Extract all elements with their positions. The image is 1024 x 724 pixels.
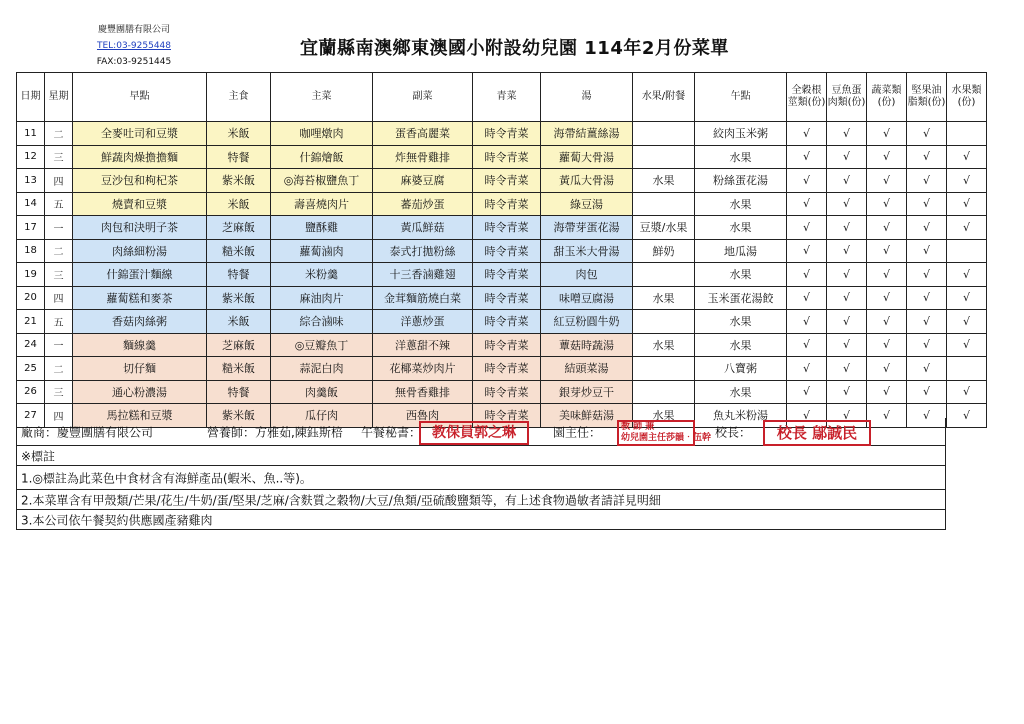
cell-snack: 八寶粥 — [695, 357, 787, 381]
cell-main: 肉羹飯 — [271, 380, 373, 404]
cell-side: 蕃茄炒蛋 — [373, 192, 473, 216]
cell-staple: 特餐 — [207, 263, 271, 287]
cell-veg: 時令青菜 — [473, 145, 541, 169]
col-side-header: 副菜 — [373, 73, 473, 122]
cell-staple: 米飯 — [207, 192, 271, 216]
cell-date: 13 — [17, 169, 45, 193]
cell-f: √ — [947, 380, 987, 404]
principal-stamp-text: 校長 鄔誠民 — [776, 424, 858, 442]
cell-v: √ — [867, 380, 907, 404]
cell-day: 一 — [45, 333, 73, 357]
cell-veg: 時令青菜 — [473, 263, 541, 287]
cell-veg: 時令青菜 — [473, 239, 541, 263]
cell-f: √ — [947, 263, 987, 287]
cell-staple: 芝麻飯 — [207, 216, 271, 240]
secretary-stamp-text: 教保員郭之琳 — [432, 425, 516, 441]
cell-g: √ — [787, 145, 827, 169]
company-tel[interactable]: TEL:03-9255448 — [96, 41, 171, 51]
cell-side: 炸無骨雞排 — [373, 145, 473, 169]
cell-n: √ — [907, 145, 947, 169]
cell-side: 金茸麵筋燒白菜 — [373, 286, 473, 310]
cell-v: √ — [867, 122, 907, 146]
cell-breakfast: 通心粉濃湯 — [73, 380, 207, 404]
company-name: 慶豐團膳有限公司 — [97, 25, 170, 35]
cell-main: 蘿蔔滷肉 — [271, 239, 373, 263]
cell-day: 二 — [45, 239, 73, 263]
table-row — [17, 239, 987, 263]
cell-staple: 紫米飯 — [207, 404, 271, 428]
secretary-label: 午餐秘書： — [361, 425, 422, 439]
cell-side: 無骨香雞排 — [373, 380, 473, 404]
cell-p: √ — [827, 310, 867, 334]
cell-veg: 時令青菜 — [473, 380, 541, 404]
company-fax: FAX:03-9251445 — [96, 57, 172, 67]
cell-v: √ — [867, 286, 907, 310]
cell-date: 21 — [17, 310, 45, 334]
cell-snack: 絞肉玉米粥 — [695, 122, 787, 146]
director-stamp-line1: 教 師 兼 — [621, 422, 655, 432]
cell-p: √ — [827, 286, 867, 310]
cell-side: 十三香滷雞翅 — [373, 263, 473, 287]
cell-breakfast: 鮮蔬肉燥擔擔麵 — [73, 145, 207, 169]
col-protein-header: 豆魚蛋肉類(份) — [827, 73, 867, 122]
note-title-row — [16, 446, 946, 466]
cell-breakfast: 馬拉糕和豆漿 — [73, 404, 207, 428]
cell-soup: 蘿蔔大骨湯 — [541, 145, 633, 169]
note-row-2 — [16, 490, 946, 510]
cell-v: √ — [867, 216, 907, 240]
cell-main: 瓜仔肉 — [271, 404, 373, 428]
cell-n: √ — [907, 263, 947, 287]
cell-main: 鹽酥雞 — [271, 216, 373, 240]
cell-staple: 芝麻飯 — [207, 333, 271, 357]
cell-fruit — [633, 380, 695, 404]
cell-day: 四 — [45, 286, 73, 310]
cell-snack: 水果 — [695, 263, 787, 287]
cell-day: 三 — [45, 145, 73, 169]
cell-soup: 甜玉米大骨湯 — [541, 239, 633, 263]
cell-day: 四 — [45, 169, 73, 193]
cell-day: 三 — [45, 380, 73, 404]
cell-main: 米粉羹 — [271, 263, 373, 287]
cell-day: 一 — [45, 216, 73, 240]
page-title: 宜蘭縣南澳鄉東澳國小附設幼兒園 114年2月份菜單 — [300, 38, 729, 59]
cell-v: √ — [867, 239, 907, 263]
cell-breakfast: 肉包和決明子茶 — [73, 216, 207, 240]
cell-p: √ — [827, 333, 867, 357]
table-header-row — [17, 73, 987, 122]
cell-day: 五 — [45, 310, 73, 334]
cell-snack: 水果 — [695, 145, 787, 169]
col-veg-portion-header: 蔬菜類(份) — [867, 73, 907, 122]
cell-soup: 綠豆湯 — [541, 192, 633, 216]
cell-p: √ — [827, 380, 867, 404]
cell-fruit — [633, 122, 695, 146]
cell-g: √ — [787, 380, 827, 404]
cell-v: √ — [867, 310, 907, 334]
cell-date: 19 — [17, 263, 45, 287]
cell-g: √ — [787, 404, 827, 428]
cell-breakfast: 肉絲細粉湯 — [73, 239, 207, 263]
cell-side: 洋蔥炒蛋 — [373, 310, 473, 334]
cell-v: √ — [867, 169, 907, 193]
cell-fruit — [633, 145, 695, 169]
cell-f — [947, 239, 987, 263]
cell-g: √ — [787, 263, 827, 287]
cell-main: 咖哩燉肉 — [271, 122, 373, 146]
cell-fruit: 水果 — [633, 333, 695, 357]
signature-row — [16, 418, 946, 446]
cell-f: √ — [947, 310, 987, 334]
note-row-3 — [16, 510, 946, 530]
cell-soup: 紅豆粉圓牛奶 — [541, 310, 633, 334]
cell-f: √ — [947, 169, 987, 193]
cell-breakfast: 蘿蔔糕和麥茶 — [73, 286, 207, 310]
cell-staple: 糙米飯 — [207, 357, 271, 381]
cell-date: 20 — [17, 286, 45, 310]
cell-soup: 美味鮮菇湯 — [541, 404, 633, 428]
cell-side: 蛋香高麗菜 — [373, 122, 473, 146]
cell-v: √ — [867, 357, 907, 381]
cell-g: √ — [787, 122, 827, 146]
menu-table — [16, 72, 987, 428]
cell-fruit: 水果 — [633, 404, 695, 428]
cell-veg: 時令青菜 — [473, 357, 541, 381]
company-info — [86, 22, 182, 70]
table-row — [17, 122, 987, 146]
cell-v: √ — [867, 192, 907, 216]
cell-side: 花椰菜炒肉片 — [373, 357, 473, 381]
cell-f: √ — [947, 145, 987, 169]
cell-g: √ — [787, 216, 827, 240]
cell-breakfast: 切仔麵 — [73, 357, 207, 381]
cell-veg: 時令青菜 — [473, 310, 541, 334]
cell-n: √ — [907, 310, 947, 334]
cell-main: 麻油肉片 — [271, 286, 373, 310]
cell-date: 12 — [17, 145, 45, 169]
cell-snack: 玉米蛋花湯餃 — [695, 286, 787, 310]
note-2: 2.本菜單含有甲殼類/芒果/花生/牛奶/蛋/堅果/芝麻/含麩質之穀物/大豆/魚類/亞硫酸鹽類等，有上述食物過敏者請詳見明細 — [21, 493, 661, 507]
cell-day: 五 — [45, 192, 73, 216]
cell-snack: 水果 — [695, 216, 787, 240]
cell-breakfast: 全麥吐司和豆漿 — [73, 122, 207, 146]
director-label: 園主任： — [553, 425, 602, 439]
cell-main: ◎海苔椒鹽魚丁 — [271, 169, 373, 193]
principal-stamp — [763, 420, 871, 446]
cell-v: √ — [867, 333, 907, 357]
cell-p: √ — [827, 263, 867, 287]
cell-breakfast: 麵線羹 — [73, 333, 207, 357]
director-stamp — [617, 420, 712, 446]
cell-staple: 紫米飯 — [207, 169, 271, 193]
nutritionist-label: 營養師：方雅茹,陳鈺斯棓 — [207, 425, 343, 439]
cell-date: 27 — [17, 404, 45, 428]
table-row — [17, 263, 987, 287]
cell-main: ◎豆瓣魚丁 — [271, 333, 373, 357]
table-row — [17, 145, 987, 169]
col-nuts-header: 堅果油脂類(份) — [907, 73, 947, 122]
cell-breakfast: 燒賣和豆漿 — [73, 192, 207, 216]
cell-breakfast: 香菇肉絲粥 — [73, 310, 207, 334]
cell-main: 壽喜燒肉片 — [271, 192, 373, 216]
cell-g: √ — [787, 169, 827, 193]
cell-breakfast: 豆沙包和枸杞茶 — [73, 169, 207, 193]
cell-side: 西魯肉 — [373, 404, 473, 428]
cell-n: √ — [907, 357, 947, 381]
cell-f — [947, 122, 987, 146]
cell-veg: 時令青菜 — [473, 404, 541, 428]
cell-p: √ — [827, 357, 867, 381]
cell-veg: 時令青菜 — [473, 333, 541, 357]
secretary-stamp — [419, 421, 529, 445]
cell-f: √ — [947, 192, 987, 216]
cell-soup: 海帶芽蛋花湯 — [541, 216, 633, 240]
table-row — [17, 380, 987, 404]
cell-v: √ — [867, 263, 907, 287]
cell-date: 26 — [17, 380, 45, 404]
cell-soup: 結頭菜湯 — [541, 357, 633, 381]
cell-date: 24 — [17, 333, 45, 357]
cell-side: 麻婆豆腐 — [373, 169, 473, 193]
cell-n: √ — [907, 216, 947, 240]
cell-g: √ — [787, 192, 827, 216]
cell-veg: 時令青菜 — [473, 122, 541, 146]
col-weekday-header: 星期 — [45, 73, 73, 122]
cell-staple: 紫米飯 — [207, 286, 271, 310]
cell-p: √ — [827, 216, 867, 240]
note-3: 3.本公司依午餐契約供應國產豬雞肉 — [21, 513, 213, 527]
cell-snack: 水果 — [695, 380, 787, 404]
note-title: ※標註 — [21, 449, 56, 463]
cell-g: √ — [787, 310, 827, 334]
cell-f: √ — [947, 333, 987, 357]
cell-main: 蒜泥白肉 — [271, 357, 373, 381]
cell-day: 四 — [45, 404, 73, 428]
cell-p: √ — [827, 404, 867, 428]
cell-soup: 銀芽炒豆干 — [541, 380, 633, 404]
col-date-header: 日期 — [17, 73, 45, 122]
cell-breakfast: 什錦蛋汁麵線 — [73, 263, 207, 287]
cell-f: √ — [947, 286, 987, 310]
cell-soup: 蕈菇時蔬湯 — [541, 333, 633, 357]
cell-n: √ — [907, 122, 947, 146]
cell-p: √ — [827, 169, 867, 193]
cell-date: 25 — [17, 357, 45, 381]
col-fruit-header: 水果/附餐 — [633, 73, 695, 122]
cell-f: √ — [947, 216, 987, 240]
cell-g: √ — [787, 333, 827, 357]
cell-snack: 水果 — [695, 333, 787, 357]
col-soup-header: 湯 — [541, 73, 633, 122]
cell-fruit — [633, 263, 695, 287]
cell-fruit — [633, 310, 695, 334]
cell-side: 黃瓜鮮菇 — [373, 216, 473, 240]
cell-staple: 特餐 — [207, 145, 271, 169]
cell-n: √ — [907, 404, 947, 428]
cell-side: 泰式打拋粉絲 — [373, 239, 473, 263]
cell-date: 17 — [17, 216, 45, 240]
cell-date: 14 — [17, 192, 45, 216]
cell-veg: 時令青菜 — [473, 169, 541, 193]
note-1: 1.◎標註為此菜色中食材含有海鮮產品(蝦米、魚..等)。 — [21, 471, 312, 485]
cell-n: √ — [907, 286, 947, 310]
table-row — [17, 169, 987, 193]
cell-snack: 水果 — [695, 192, 787, 216]
cell-staple: 米飯 — [207, 122, 271, 146]
cell-n: √ — [907, 239, 947, 263]
cell-p: √ — [827, 145, 867, 169]
principal-label: 校長： — [715, 425, 752, 439]
cell-fruit — [633, 192, 695, 216]
cell-main: 綜合滷味 — [271, 310, 373, 334]
cell-fruit: 鮮奶 — [633, 239, 695, 263]
cell-f: √ — [947, 404, 987, 428]
table-row — [17, 310, 987, 334]
cell-p: √ — [827, 122, 867, 146]
cell-staple: 特餐 — [207, 380, 271, 404]
cell-day: 三 — [45, 263, 73, 287]
vendor-label: 廠商：慶豐團膳有限公司 — [21, 425, 154, 439]
cell-soup: 黃瓜大骨湯 — [541, 169, 633, 193]
cell-p: √ — [827, 192, 867, 216]
cell-soup: 海帶結薑絲湯 — [541, 122, 633, 146]
cell-g: √ — [787, 239, 827, 263]
cell-fruit: 水果 — [633, 169, 695, 193]
cell-main: 什錦燴飯 — [271, 145, 373, 169]
cell-v: √ — [867, 145, 907, 169]
cell-f — [947, 357, 987, 381]
cell-p: √ — [827, 239, 867, 263]
col-vegetable-header: 青菜 — [473, 73, 541, 122]
cell-veg: 時令青菜 — [473, 286, 541, 310]
col-main-header: 主菜 — [271, 73, 373, 122]
cell-staple: 米飯 — [207, 310, 271, 334]
col-fruit-portion-header: 水果類(份) — [947, 73, 987, 122]
cell-side: 洋蔥甜不辣 — [373, 333, 473, 357]
note-row-1 — [16, 466, 946, 490]
cell-staple: 糙米飯 — [207, 239, 271, 263]
table-row — [17, 192, 987, 216]
cell-fruit: 水果 — [633, 286, 695, 310]
cell-snack: 地瓜湯 — [695, 239, 787, 263]
cell-veg: 時令青菜 — [473, 216, 541, 240]
cell-n: √ — [907, 333, 947, 357]
cell-date: 11 — [17, 122, 45, 146]
cell-v: √ — [867, 404, 907, 428]
cell-g: √ — [787, 357, 827, 381]
cell-n: √ — [907, 192, 947, 216]
col-snack-header: 午點 — [695, 73, 787, 122]
cell-veg: 時令青菜 — [473, 192, 541, 216]
cell-fruit — [633, 357, 695, 381]
cell-snack: 魚丸米粉湯 — [695, 404, 787, 428]
cell-day: 二 — [45, 122, 73, 146]
table-body — [17, 122, 987, 428]
cell-fruit: 豆漿/水果 — [633, 216, 695, 240]
cell-soup: 味噌豆腐湯 — [541, 286, 633, 310]
cell-g: √ — [787, 286, 827, 310]
cell-date: 18 — [17, 239, 45, 263]
cell-soup: 肉包 — [541, 263, 633, 287]
cell-snack: 水果 — [695, 310, 787, 334]
col-staple-header: 主食 — [207, 73, 271, 122]
table-row — [17, 286, 987, 310]
cell-n: √ — [907, 169, 947, 193]
table-row — [17, 333, 987, 357]
director-stamp-line2: 幼兒園主任莎韻‧伍幹 — [621, 433, 712, 443]
cell-day: 二 — [45, 357, 73, 381]
cell-snack: 粉絲蛋花湯 — [695, 169, 787, 193]
cell-n: √ — [907, 380, 947, 404]
table-row — [17, 216, 987, 240]
col-grains-header: 全穀根莖類(份) — [787, 73, 827, 122]
col-breakfast-header: 早點 — [73, 73, 207, 122]
table-row — [17, 357, 987, 381]
